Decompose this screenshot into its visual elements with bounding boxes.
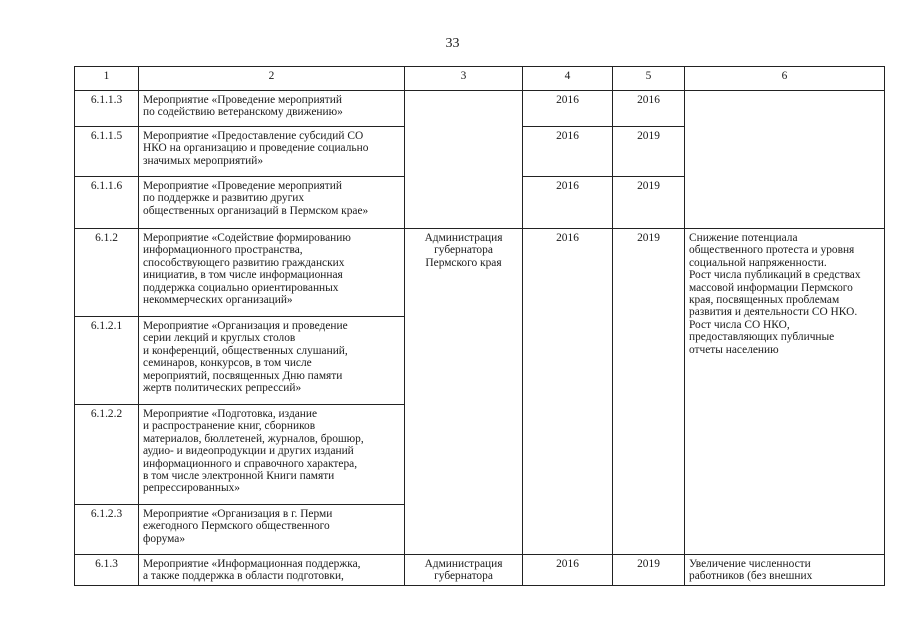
start-year: 2016: [523, 229, 613, 555]
row-number: 6.1.2.2: [75, 405, 139, 505]
table-row: [75, 91, 885, 127]
row-number: 6.1.1.6: [75, 177, 139, 229]
measure-description: Мероприятие «Проведение мероприятий по содействию ветеранскому движению»: [139, 91, 405, 127]
row-number: 6.1.3: [75, 555, 139, 586]
measure-description: Мероприятие «Организация и проведение серии лекций и круглых столов и конференций, общественных слушаний, семинаров, конкурсов, в том числе мероприятий, посвященных Дню памяти жертв политических репрессий»: [139, 317, 405, 405]
column-header-2: 2: [139, 67, 405, 91]
row-number: 6.1.2.1: [75, 317, 139, 405]
table-row: [75, 229, 885, 317]
start-year: 2016: [523, 555, 613, 586]
expected-result: Увеличение численности работников (без внешних: [685, 555, 885, 586]
measure-description: Мероприятие «Организация в г. Перми ежегодного Пермского общественного форума»: [139, 505, 405, 555]
page-number: 33: [445, 36, 460, 51]
column-header-1: 1: [75, 67, 139, 91]
table-header-row: [75, 67, 885, 91]
executor: Администрация губернатора Пермского края: [405, 229, 523, 555]
row-number: 6.1.1.3: [75, 91, 139, 127]
expected-result: Снижение потенциала общественного протеста и уровня социальной напряженности. Рост числа публикаций в средствах массовой информации Пермского края, посвященных проблемам развития и деятельности СО НКО. Рост числа СО НКО, предоставляющих публичные отчеты населению: [685, 229, 885, 555]
start-year: 2016: [523, 177, 613, 229]
measure-description: Мероприятие «Предоставление субсидий СО НКО на организацию и проведение социально значимых мероприятий»: [139, 127, 405, 177]
row-number: 6.1.2: [75, 229, 139, 317]
end-year: 2016: [613, 91, 685, 127]
column-header-4: 4: [523, 67, 613, 91]
column-header-6: 6: [685, 67, 885, 91]
end-year: 2019: [613, 555, 685, 586]
start-year: 2016: [523, 127, 613, 177]
executor-cell-empty: [405, 91, 523, 229]
result-cell-empty: [685, 91, 885, 229]
measure-description: Мероприятие «Информационная поддержка, а также поддержка в области подготовки,: [139, 555, 405, 586]
measure-description: Мероприятие «Проведение мероприятий по поддержке и развитию других общественных организаций в Пермском крае»: [139, 177, 405, 229]
executor: Администрация губернатора: [405, 555, 523, 586]
row-number: 6.1.1.5: [75, 127, 139, 177]
column-header-5: 5: [613, 67, 685, 91]
end-year: 2019: [613, 177, 685, 229]
column-header-3: 3: [405, 67, 523, 91]
table-row: [75, 555, 885, 586]
end-year: 2019: [613, 229, 685, 555]
end-year: 2019: [613, 127, 685, 177]
row-number: 6.1.2.3: [75, 505, 139, 555]
measure-description: Мероприятие «Подготовка, издание и распространение книг, сборников материалов, бюллетеней, журналов, брошюр, аудио- и видеопродукции и других изданий информационного и справочного характера, в том числе электронной Книги памяти репрессированных»: [139, 405, 405, 505]
measure-description: Мероприятие «Содействие формированию информационного пространства, способствующего развитию гражданских инициатив, в том числе информационная поддержка социально ориентированных некоммерческих организаций»: [139, 229, 405, 317]
start-year: 2016: [523, 91, 613, 127]
measures-table: [74, 66, 885, 586]
